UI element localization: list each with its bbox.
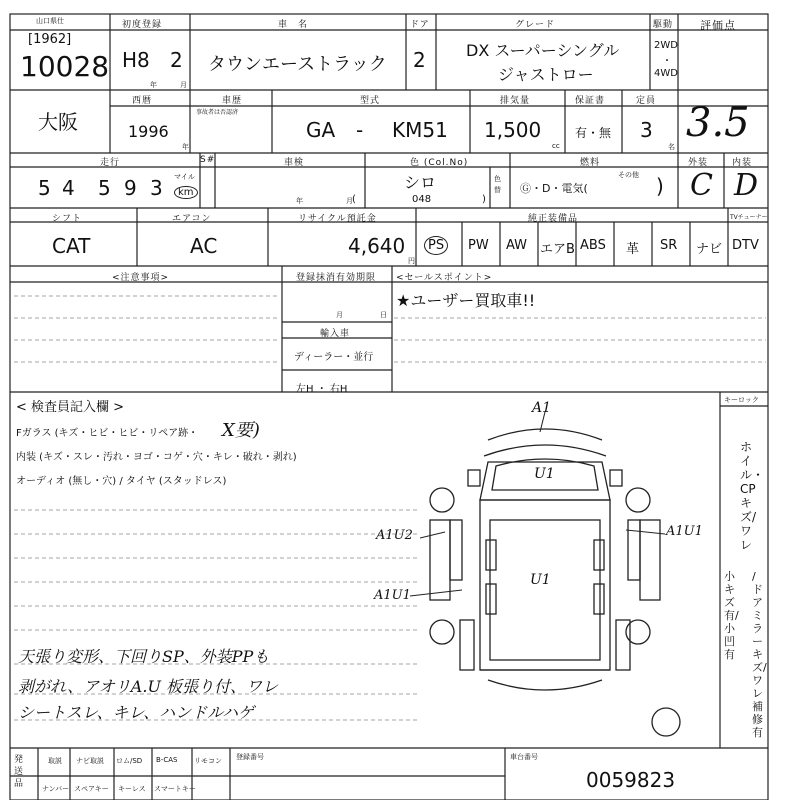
mileage-unit-mile: マイル <box>174 173 195 181</box>
ac-header: エアコン <box>172 214 212 224</box>
displacement-value: 1,500 <box>484 118 542 142</box>
reg-no-header: 登録番号 <box>236 753 264 761</box>
region-label: 山口県仕 <box>36 17 64 25</box>
diagram-u1-front: U1 <box>534 466 555 482</box>
ship-item-bcas: B-CAS <box>156 756 178 764</box>
import-dealer: ディーラー・並行 <box>294 352 374 363</box>
model-dash: - <box>356 118 364 142</box>
warranty-header: 保証書 <box>575 96 606 106</box>
ship-item-rom: ロム/SD <box>116 757 143 765</box>
car-name: タウンエーストラック <box>208 54 387 75</box>
sales-point: ★ユーザー買取車!! <box>396 291 536 310</box>
doors-header: ドア <box>410 20 430 30</box>
model-prefix: GA <box>306 118 336 142</box>
inspection-note-3: シートスレ、キレ、ハンドルハゲ <box>18 703 255 722</box>
inspection-title: < 検査員記入欄 > <box>16 400 125 415</box>
ship-item-manual: 取説 <box>48 757 62 765</box>
displacement-unit: cc <box>552 142 560 150</box>
fuel-options: Ⓖ・D・電気( <box>520 182 588 195</box>
diagram-a1: A1 <box>532 400 552 416</box>
drive-dot: ・ <box>662 56 672 67</box>
sales-header: <セールスポイント> <box>396 273 493 283</box>
reg-nen: 年 <box>150 81 157 89</box>
color-paren-close: ) <box>482 194 486 205</box>
location: 大阪 <box>38 110 78 134</box>
katashiki-header: 型式 <box>360 96 381 106</box>
equip-pw: PW <box>468 238 489 253</box>
ship-item-navi-manual: ナビ取説 <box>76 757 104 765</box>
car-name-header: 車 名 <box>278 20 309 30</box>
ship-item-spare-key: スペアキー <box>74 785 109 793</box>
mileage-digit-3: 5 <box>98 176 111 200</box>
damage-note: 小キズ有/小凹有 <box>724 570 739 661</box>
kurekiki-header: 車歴 <box>222 96 243 106</box>
grade-line2: ジャストロー <box>498 65 594 84</box>
expiry-day: 日 <box>380 311 387 319</box>
keylock-header: キーロック <box>724 396 759 404</box>
tv-header: TVチューナー <box>730 214 768 221</box>
ac-value: AC <box>190 234 218 258</box>
handle-side: 左H ・ 右H <box>296 384 348 395</box>
first-reg-header: 初度登録 <box>122 20 163 30</box>
year-unit: 年 <box>182 143 189 151</box>
import-header: 輸入車 <box>320 329 351 339</box>
color-change: 色替 <box>494 175 501 194</box>
diagram-left-front: A1U2 <box>376 528 413 543</box>
diagram-left-rear: A1U1 <box>374 588 411 603</box>
reg-month: 2 <box>170 48 183 72</box>
fuel-other: その他 <box>618 171 639 179</box>
inspection-note-1: 天張り変形、下回りSP、外装PPも <box>18 647 270 666</box>
reg-era: H8 <box>122 48 150 72</box>
shift-header: シフト <box>52 214 83 224</box>
caution-header: <注意事項> <box>112 273 170 283</box>
equip-header: 純正装備品 <box>528 214 579 224</box>
exterior-header: 外装 <box>688 158 709 168</box>
lot-sub: [1962] <box>28 32 72 47</box>
mileage-unit-km: km <box>174 186 198 199</box>
frame-number: 0059823 <box>586 768 676 792</box>
displacement-header: 排気量 <box>500 96 531 106</box>
inspection-interior: 内装 (キズ・スレ・汚れ・ヨゴ・コゲ・穴・キレ・破れ・剥れ) <box>16 452 297 463</box>
diagram-right: A1U1 <box>666 524 703 539</box>
wheel-note: ホイル・CPキズ/ワレ <box>740 440 765 552</box>
fuel-header: 燃料 <box>580 158 601 168</box>
exterior-grade: C <box>690 168 713 203</box>
interior-header: 内装 <box>732 158 753 168</box>
seireki-header: 西暦 <box>132 96 153 106</box>
equip-airbag: エアB <box>540 242 575 257</box>
equip-sr: SR <box>660 238 678 253</box>
capacity-value: 3 <box>640 118 653 142</box>
ship-item-remote: リモコン <box>194 757 222 765</box>
inspection-glass-mark: X要) <box>222 420 260 441</box>
mileage-header: 走行 <box>100 158 121 168</box>
inspection-audio-tire: オーディオ (無し・穴) / タイヤ (スタッドレス) <box>16 476 227 487</box>
recycle-value: 4,640 <box>348 234 406 258</box>
shipping-header: 発送品 <box>14 755 24 789</box>
ship-item-number: ナンバー <box>42 785 70 793</box>
warranty-value: 有・無 <box>575 126 612 140</box>
kurekiki-note: 事故者は否認済 <box>196 109 239 116</box>
color-name: シロ <box>404 173 437 192</box>
inspection-glass: Fガラス (キズ・ヒビ・ヒビ・リペア跡・ <box>16 428 199 439</box>
year: 1996 <box>128 122 169 141</box>
shaken-nen: 年 <box>296 197 303 205</box>
mirror-note: /ドアミラーキズ/ワレ 補修有 <box>752 570 767 739</box>
lot-number: 10028 <box>20 50 110 83</box>
doors-value: 2 <box>413 48 426 72</box>
equip-dtv: DTV <box>732 238 759 253</box>
grade-line1: DX スーパーシングル <box>466 41 620 60</box>
model-code: KM51 <box>392 118 448 142</box>
equip-navi: ナビ <box>696 242 723 257</box>
ship-item-smart-key: スマートキー <box>154 785 196 793</box>
color-paren-open: ( <box>352 194 356 205</box>
drive-2wd: 2WD <box>654 40 678 51</box>
drive-4wd: 4WD <box>654 68 678 79</box>
drive-header: 駆動 <box>653 20 674 30</box>
mileage-digit-1: 5 <box>38 176 51 200</box>
frame-no-header: 車台番号 <box>510 753 538 761</box>
grade-header: グレード <box>515 20 556 30</box>
recycle-unit: 円 <box>408 257 415 265</box>
inspection-note-2: 剥がれ、アオリA.U 板張り付、ワレ <box>18 677 279 696</box>
reg-expiry-header: 登録抹消有効期限 <box>296 273 377 283</box>
hosho-header: S# <box>200 155 216 165</box>
interior-grade: D <box>734 168 759 203</box>
rating-header: 評価点 <box>700 19 736 32</box>
shaken-tsuki: 月 <box>346 197 353 205</box>
capacity-unit: 名 <box>668 143 675 151</box>
color-header: 色 (Col.No) <box>410 158 469 168</box>
equip-leather: 革 <box>626 242 640 257</box>
rating-value: 3.5 <box>686 100 750 146</box>
mileage-digit-5: 3 <box>150 176 163 200</box>
color-code: 048 <box>412 194 432 205</box>
equip-aw: AW <box>506 238 528 253</box>
equip-abs: ABS <box>580 238 606 253</box>
recycle-header: リサイクル預託金 <box>298 214 377 224</box>
shaken-header: 車検 <box>284 158 305 168</box>
capacity-header: 定員 <box>636 96 657 106</box>
ship-item-keyless: キーレス <box>118 785 146 793</box>
reg-tsuki: 月 <box>180 81 187 89</box>
mileage-digit-2: 4 <box>62 176 75 200</box>
expiry-month: 月 <box>336 311 343 319</box>
mileage-digit-4: 9 <box>124 176 137 200</box>
diagram-u1-center: U1 <box>530 572 551 588</box>
shift-value: CAT <box>52 234 91 258</box>
fuel-close: ) <box>656 174 664 198</box>
equip-ps: PS <box>424 236 448 255</box>
